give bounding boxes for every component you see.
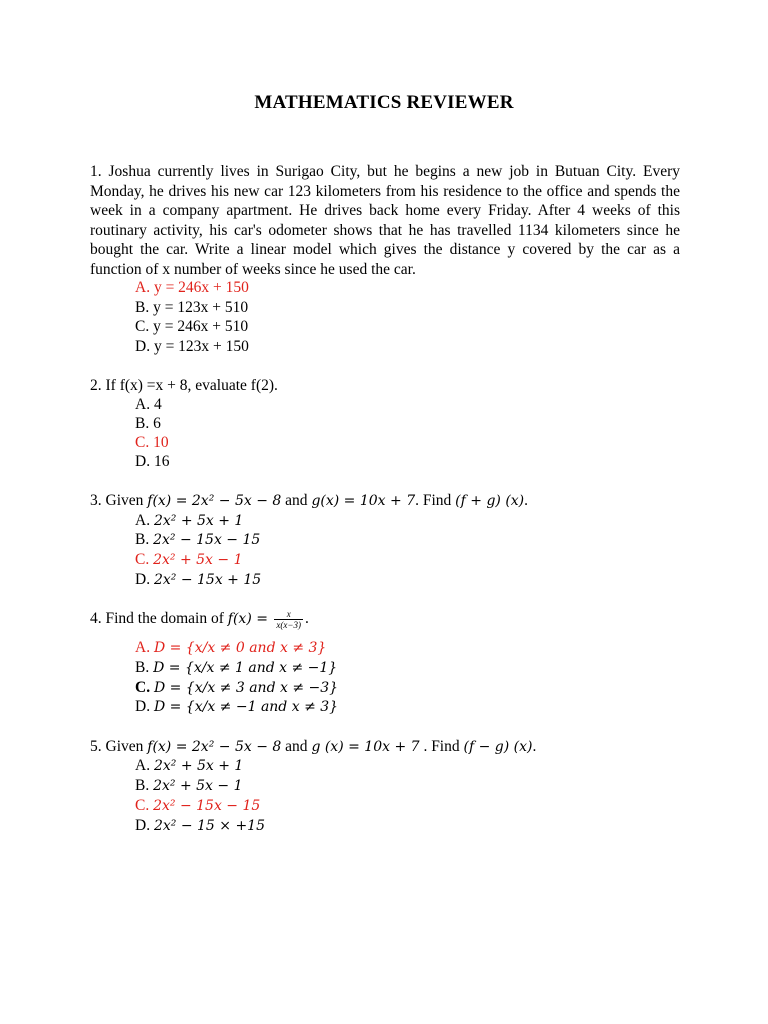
fraction-numerator: x bbox=[274, 609, 303, 620]
option-letter: A. bbox=[135, 639, 151, 656]
question-5-f-expression: f(x) = 2x² − 5x − 8 bbox=[147, 739, 282, 755]
option-letter: D. bbox=[135, 698, 151, 715]
question-3-g-expression: g(x) = 10x + 7 bbox=[311, 493, 416, 509]
question-3-option-d bbox=[135, 570, 261, 591]
question-5-stem bbox=[90, 737, 680, 758]
question-3-find-expression: (f + g) (x) bbox=[455, 493, 525, 509]
question-3-option-c bbox=[135, 550, 242, 571]
question-4-option-a bbox=[135, 638, 326, 659]
question-4-option-d bbox=[135, 697, 338, 718]
option-expression: 2x² + 5x − 1 bbox=[153, 778, 243, 794]
option-letter: D. bbox=[135, 571, 151, 588]
question-5-find-expression: (f − g) (x) bbox=[463, 739, 533, 755]
question-5-find-prefix: . Find bbox=[419, 738, 464, 755]
question-5-option-b bbox=[135, 776, 242, 797]
option-expression: 2x² + 5x − 1 bbox=[153, 552, 243, 568]
option-expression: D = {x/x ≠ −1 and x ≠ 3} bbox=[153, 699, 339, 715]
question-5-prefix: 5. Given bbox=[90, 738, 148, 755]
option-letter: C. bbox=[135, 797, 150, 814]
option-expression: 2x² − 15 × +15 bbox=[153, 818, 265, 834]
question-4-option-b bbox=[135, 658, 337, 679]
question-3-find-prefix: . Find bbox=[415, 492, 456, 509]
page-title: MATHEMATICS REVIEWER bbox=[254, 92, 514, 113]
question-3-and: and bbox=[281, 492, 312, 509]
option-expression: 2x² − 15x − 15 bbox=[153, 798, 261, 814]
question-3-suffix: . bbox=[524, 492, 529, 509]
question-2-option-b: B. 6 bbox=[135, 415, 161, 432]
question-2-option-d: D. 16 bbox=[135, 453, 170, 470]
question-3-option-b bbox=[135, 530, 260, 551]
option-letter: C. bbox=[135, 679, 151, 696]
question-1-option-c: C. y = 246x + 510 bbox=[135, 318, 249, 335]
question-2-option-a: A. 4 bbox=[135, 396, 162, 413]
question-1-stem: 1. Joshua currently lives in Surigao City, but he begins a new job in Butuan City. Every Monday, he drives his new car 123 kilometers from his residence to the office and spends the week in a company apartment. He drives back home every Friday. After 4 weeks of this routinary activity, his car's odometer shows that he has travelled 1134 kilometers since he bought the car. Write a linear model which gives the distance y covered by the car as a function of x number of weeks since he used the car. bbox=[90, 163, 680, 278]
option-letter: B. bbox=[135, 531, 150, 548]
question-5-option-d bbox=[135, 816, 265, 837]
question-4-stem bbox=[90, 609, 680, 630]
question-5-option-c bbox=[135, 796, 260, 817]
option-letter: A. bbox=[135, 512, 151, 529]
option-expression: 2x² + 5x + 1 bbox=[153, 513, 244, 529]
question-1-option-d: D. y = 123x + 150 bbox=[135, 338, 249, 355]
option-expression: D = {x/x ≠ 0 and x ≠ 3} bbox=[153, 640, 327, 656]
question-3-prefix: 3. Given bbox=[90, 492, 148, 509]
option-expression: D = {x/x ≠ 1 and x ≠ −1} bbox=[153, 660, 338, 676]
question-5-option-a bbox=[135, 756, 243, 777]
option-letter: A. bbox=[135, 757, 151, 774]
option-expression: 2x² − 15x − 15 bbox=[153, 532, 261, 548]
question-1-option-a: A. y = 246x + 150 bbox=[135, 279, 249, 296]
option-expression: 2x² − 15x + 15 bbox=[153, 572, 262, 588]
question-5-g-expression: g (x) = 10x + 7 bbox=[311, 739, 420, 755]
question-3-option-a bbox=[135, 511, 243, 532]
question-3-f-expression: f(x) = 2x² − 5x − 8 bbox=[147, 493, 282, 509]
option-letter: B. bbox=[135, 659, 150, 676]
question-2-stem: 2. If f(x) =x + 8, evaluate f(2). bbox=[90, 377, 278, 394]
question-5-and: and bbox=[281, 738, 312, 755]
question-4-prefix: 4. Find the domain of bbox=[90, 610, 228, 628]
question-4-suffix: . bbox=[304, 610, 309, 628]
option-expression: 2x² + 5x + 1 bbox=[153, 758, 244, 774]
question-5-suffix: . bbox=[532, 738, 537, 755]
fraction-denominator: x(x−3) bbox=[276, 620, 301, 630]
question-3-stem bbox=[90, 491, 680, 512]
question-4-fraction bbox=[274, 609, 303, 630]
option-letter: D. bbox=[135, 817, 151, 834]
option-expression: D = {x/x ≠ 3 and x ≠ −3} bbox=[153, 680, 339, 696]
option-letter: B. bbox=[135, 777, 150, 794]
question-4-option-c bbox=[135, 678, 338, 699]
option-letter: C. bbox=[135, 551, 150, 568]
question-2-option-c: C. 10 bbox=[135, 434, 169, 451]
question-4-f-expression: f(x) = bbox=[227, 611, 273, 628]
question-1-option-b: B. y = 123x + 510 bbox=[135, 299, 249, 316]
